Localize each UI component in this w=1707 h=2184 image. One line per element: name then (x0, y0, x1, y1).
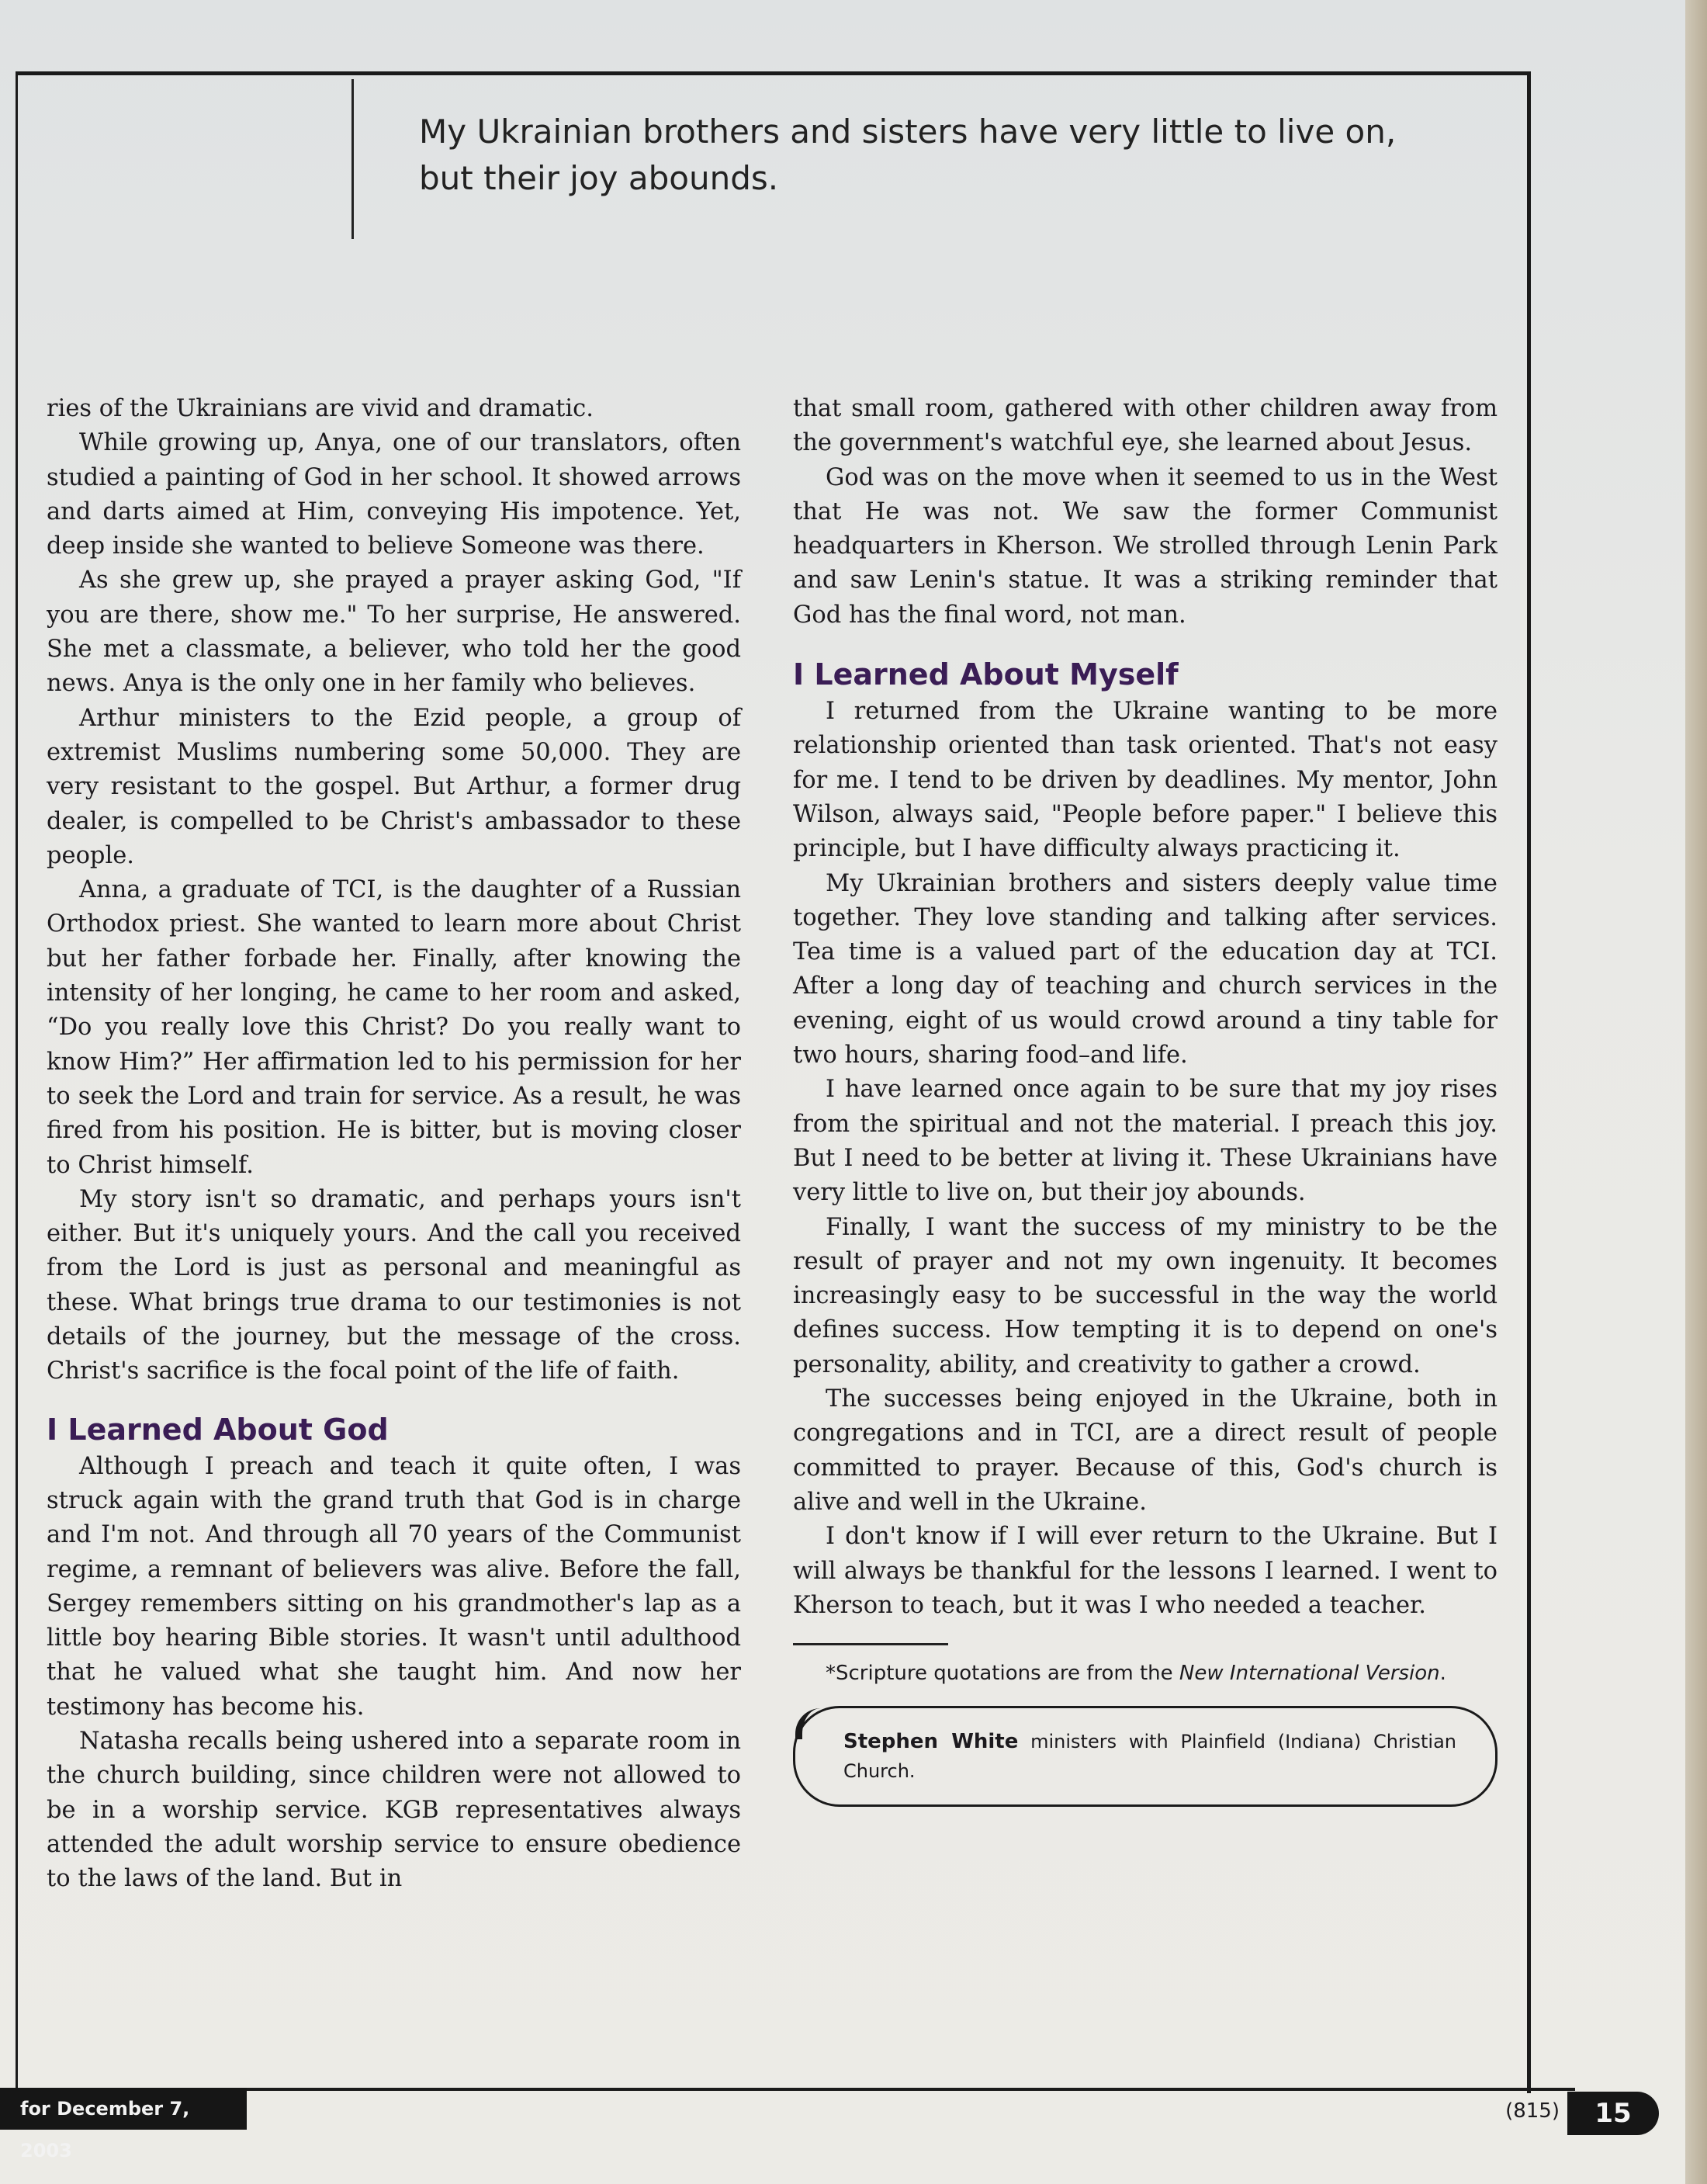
section-heading-myself: I Learned About Myself (793, 657, 1179, 692)
pull-quote-rule (351, 79, 354, 239)
paragraph: that small room, gathered with other children away from the government's watchful eye, she learned about Jesus. (793, 395, 1498, 457)
author-bio-box (793, 1706, 1498, 1807)
paragraph: Finally, I want the success of my ministry to be the result of prayer and not my own ingenuity. It becomes increasingly easy to be successful in the way the world defines success. How tempting it is to depend on one's personality, ability, and creativity to gather a crowd. (793, 1213, 1498, 1378)
footer-date: for December 7, 2003 (0, 2088, 247, 2130)
footnote-suffix: . (1439, 1662, 1446, 1686)
paragraph: My story isn't so dramatic, and perhaps yours isn't either. But it's uniquely yours. And the call you received from the Lord is just as personal and meaningful as these. What brings true drama to our testimonies is not details of the journey, but the message of the cross. Christ's sacrifice is the focal point of the life of faith. (47, 1185, 741, 1385)
paragraph: As she grew up, she prayed a prayer asking God, "If you are there, show me." To her surprise, He answered. She met a classmate, a believer, who told her the good news. Anya is the only one in her family who believes. (47, 567, 741, 698)
page-number: 15 (1567, 2092, 1659, 2135)
right-column (793, 392, 1498, 1807)
pull-quote-line-1: My Ukrainian brothers and sisters have very little to live on, (419, 113, 1397, 151)
section-heading-god: I Learned About God (47, 1412, 389, 1447)
paragraph: Anna, a graduate of TCI, is the daughter of a Russian Orthodox priest. She wanted to learn more about Christ but her father forbade her. Finally, after knowing the intensity of her longing, he came to her room and asked, “Do you really love this Christ? Do you really want to know Him?” Her affirmation led to his permission for her to seek the Lord and train for service. As a result, he was fired from his position. He is bitter, but is moving closer to Christ himself. (47, 876, 741, 1179)
page-frame-left (16, 71, 18, 2089)
paragraph: Natasha recalls being ushered into a separate room in the church building, since children were not allowed to be in a worship service. KGB representatives always attended the adult worship service to ensure obedience to the laws of the land. But in (47, 1727, 741, 1893)
paragraph: I don't know if I will ever return to the Ukraine. But I will always be thankful for the lessons I learned. I went to Kherson to teach, but it was I who needed a teacher. (793, 1523, 1498, 1619)
page-edge (1685, 0, 1707, 2184)
paragraph: The successes being enjoyed in the Ukraine, both in congregations and in TCI, are a direct result of people committed to prayer. Because of this, God's church is alive and well in the Ukraine. (793, 1385, 1498, 1516)
footnote-prefix: *Scripture quotations are from the (826, 1662, 1179, 1686)
author-bio-text: ministers with Plainfield (Indiana) Christian Church. (843, 1731, 1456, 1783)
left-column (47, 392, 741, 1896)
paragraph: Although I preach and teach it quite often, I was struck again with the grand truth that God is in charge and I'm not. And through all 70 years of the Communist regime, a remnant of believers was alive. Before the fall, Sergey remembers sitting on his grandmother's lap as a little boy hearing Bible stories. It wasn't until adulthood that he valued what she taught him. And now her testimony has become his. (47, 1452, 741, 1721)
footnote-version: New International Version (1179, 1662, 1440, 1686)
paragraph: While growing up, Anya, one of our translators, often studied a painting of God in her school. It showed arrows and darts aimed at Him, conveying His impotence. Yet, deep inside she wanted to believe Someone was there. (47, 429, 741, 560)
pull-quote-line-2: but their joy abounds. (419, 159, 779, 197)
paragraph: Arthur ministers to the Ezid people, a group of extremist Muslims numbering some 50,000. They are very resistant to the gospel. But Arthur, a former drug dealer, is compelled to be Christ's ambassador to these people. (47, 704, 741, 869)
paragraph: I returned from the Ukraine wanting to be more relationship oriented than task oriented. That's not easy for me. I tend to be driven by deadlines. My mentor, John Wilson, always said, "People before paper." I believe this principle, but I have difficulty always practicing it. (793, 698, 1498, 863)
footnote (793, 1659, 1498, 1687)
author-name: Stephen White (843, 1730, 1019, 1754)
pull-quote (419, 109, 1505, 202)
paragraph: I have learned once again to be sure that my joy rises from the spiritual and not the material. I preach this joy. But I need to be better at living it. These Ukrainians have very little to live on, but their joy abounds. (793, 1076, 1498, 1207)
paragraph: ries of the Ukrainians are vivid and dramatic. (47, 395, 594, 422)
bio-box-notch (795, 1708, 821, 1739)
paragraph: My Ukrainian brothers and sisters deeply value time together. They love standing and talking after services. Tea time is a valued part of the education day at TCI. After a long day of teaching and church services in the evening, eight of us would crowd around a tiny table for two hours, sharing food–and life. (793, 869, 1498, 1069)
footnote-rule (793, 1643, 948, 1645)
footer-code: (815) (1505, 2099, 1560, 2123)
paragraph: God was on the move when it seemed to us in the West that He was not. We saw the former Communist headquarters in Kherson. We strolled through Lenin Park and saw Lenin's statue. It was a striking reminder that God has the final word, not man. (793, 463, 1498, 629)
